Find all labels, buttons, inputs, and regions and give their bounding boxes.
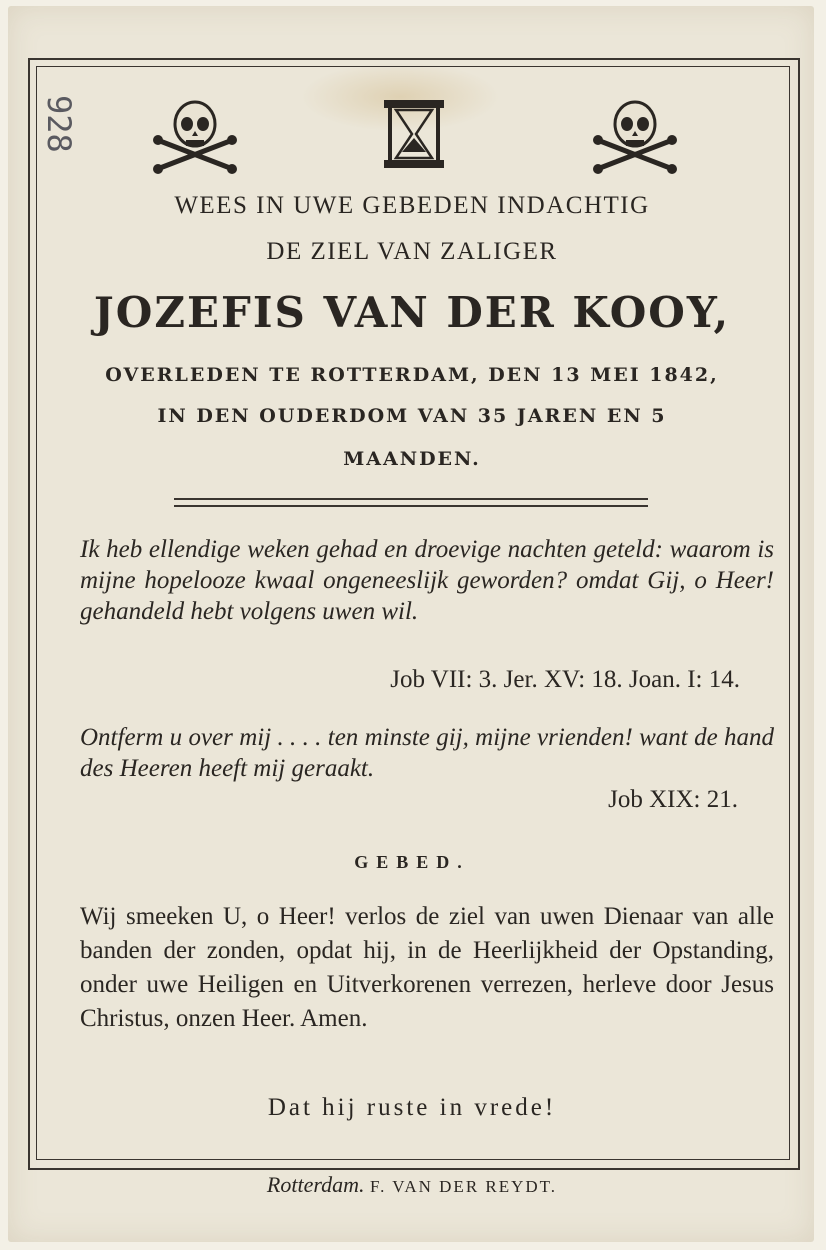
verse-text: Ik heb ellendige weken gehad en droevige nachten geteld: waarom is mijne hopelooze kwaal ongeneeslijk geworden? omdat Gij, o Heer! gehandeld hebt volgens uwen wil. (80, 536, 774, 625)
printer-name: F. VAN DER REYDT. (369, 1177, 558, 1196)
handwritten-number: 928 (40, 95, 78, 153)
age-details-2: MAANDEN. (343, 448, 481, 470)
intro-line-2: DE ZIEL VAN ZALIGER (266, 238, 558, 265)
verse-reference: Job VII: 3. Jer. XV: 18. Joan. I: 14. (390, 666, 740, 693)
age-details: IN DEN OUDERDOM VAN 35 JAREN EN 5 (157, 405, 667, 427)
prayer-text: Wij smeeken U, o Heer! verlos de ziel van uwen Dienaar van alle banden der zonden, opdat hij, in de Heerlijkheid der Opstanding, onder uwe Heiligen en Uitverkorenen verrezen, herleve door Jesus Christus, onzen Heer. Amen. (80, 903, 774, 1032)
death-details: OVERLEDEN TE ROTTERDAM, DEN 13 MEI 1842, (105, 364, 719, 386)
skull-crossbones-icon (590, 96, 680, 176)
deceased-name: JOZEFIS VAN DER KOOY, (93, 288, 731, 337)
intro-line: WEES IN UWE GEBEDEN INDACHTIG (174, 192, 650, 219)
printer-city: Rotterdam. (266, 1172, 365, 1197)
printer-imprint (36, 1172, 788, 1198)
verse-text-2: Ontferm u over mij . . . . ten minste gij, mijne vrienden! want de hand des Heeren heeft mij geraakt. (80, 724, 774, 782)
prayer-title: GEBED. (354, 852, 470, 872)
verse-reference-2: Job XIX: 21. (608, 786, 738, 813)
hourglass-icon (382, 98, 446, 170)
divider-rule (174, 498, 648, 507)
closing-line: Dat hij ruste in vrede! (267, 1094, 557, 1121)
skull-crossbones-icon (150, 96, 240, 176)
